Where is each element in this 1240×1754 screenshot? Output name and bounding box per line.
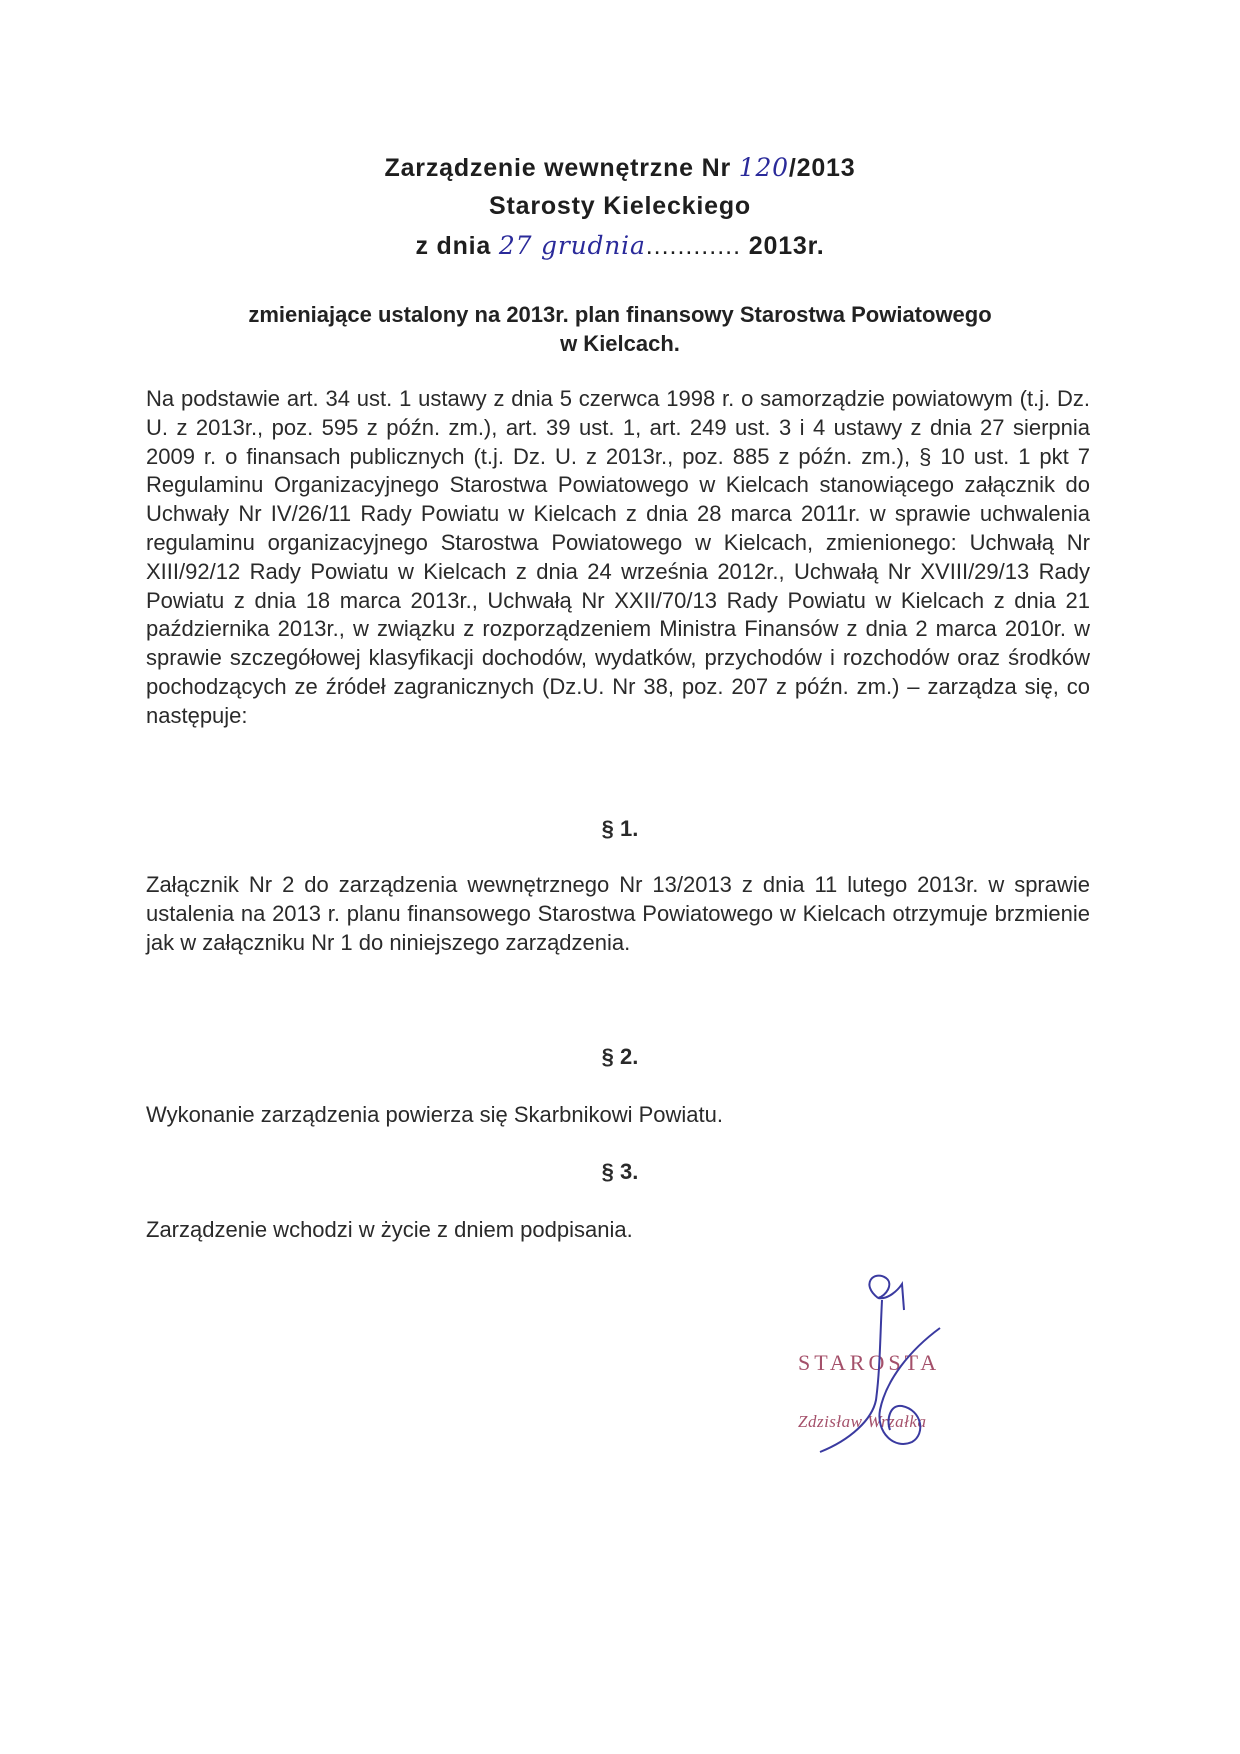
stamp-title: STAROSTA	[798, 1350, 941, 1375]
date-prefix: z dnia	[415, 232, 492, 260]
section-3-heading: § 3.	[601, 1159, 639, 1184]
title-prefix: Zarządzenie wewnętrzne Nr	[384, 154, 732, 182]
date-line	[0, 231, 1240, 261]
stamp-name: Zdzisław Wrzałka	[798, 1412, 927, 1431]
section-1-heading: § 1.	[601, 816, 639, 841]
preamble-paragraph: Na podstawie art. 34 ust. 1 ustawy z dnia 5 czerwca 1998 r. o samorządzie powiatowym (t.j. Dz. U. z 2013r., poz. 595 z późn. zm.), art. 39 ust. 1, art. 249 ust. 3 i 4 ustawy z dnia 27 sierpnia 2009 r. o finansach publicznych (t.j. Dz. U. z 2013r., poz. 885 z późn. zm.), § 10 ust. 1 pkt 7 Regulaminu Organizacyjnego Starostwa Powiatowego w Kielcach stanowiącego załącznik do Uchwały Nr IV/26/11 Rady Powiatu w Kielcach z dnia 28 marca 2011r. w sprawie uchwalenia regulaminu organizacyjnego Starostwa Powiatowego w Kielcach, zmienionego: Uchwałą Nr XIII/92/12 Rady Powiatu w Kielcach z dnia 24 września 2012r., Uchwałą Nr XVIII/29/13 Rady Powiatu z dnia 18 marca 2013r., Uchwałą Nr XXII/70/13 Rady Powiatu w Kielcach z dnia 21 października 2013r., w związku z rozporządzeniem Ministra Finansów z dnia 2 marca 2010r. w sprawie szczegółowej klasyfikacji dochodów, wydatków, przychodów i rozchodów oraz środków pochodzących ze źródeł zagranicznych (Dz.U. Nr 38, poz. 207 z późn. zm.) – zarządza się, co następuje:	[146, 386, 1090, 728]
section-3-text: Zarządzenie wchodzi w życie z dniem podpisania.	[146, 1217, 633, 1242]
date-dots: ............	[645, 232, 742, 260]
date-suffix: 2013r.	[748, 232, 825, 260]
section-2-heading: § 2.	[601, 1044, 639, 1069]
handwritten-date: 27 grudnia	[498, 231, 646, 260]
starosta-stamp	[790, 1270, 1020, 1460]
document-title	[0, 153, 1240, 183]
handwritten-number: 120	[738, 153, 789, 182]
title-suffix: /2013	[788, 154, 856, 182]
handwritten-signature	[790, 1270, 1020, 1460]
issuer-line: Starosty Kieleckiego	[489, 192, 751, 220]
section-2-text: Wykonanie zarządzenia powierza się Skarbnikowi Powiatu.	[146, 1102, 723, 1127]
section-1-text: Załącznik Nr 2 do zarządzenia wewnętrznego Nr 13/2013 z dnia 11 lutego 2013r. w sprawie ustalenia na 2013 r. planu finansowego Starostwa Powiatowego w Kielcach otrzymuje brzmienie jak w załączniku Nr 1 do niniejszego zarządzenia.	[146, 872, 1090, 955]
subject-line-2: w Kielcach.	[560, 331, 680, 356]
subject-line-1: zmieniające ustalony na 2013r. plan finansowy Starostwa Powiatowego	[248, 302, 992, 327]
